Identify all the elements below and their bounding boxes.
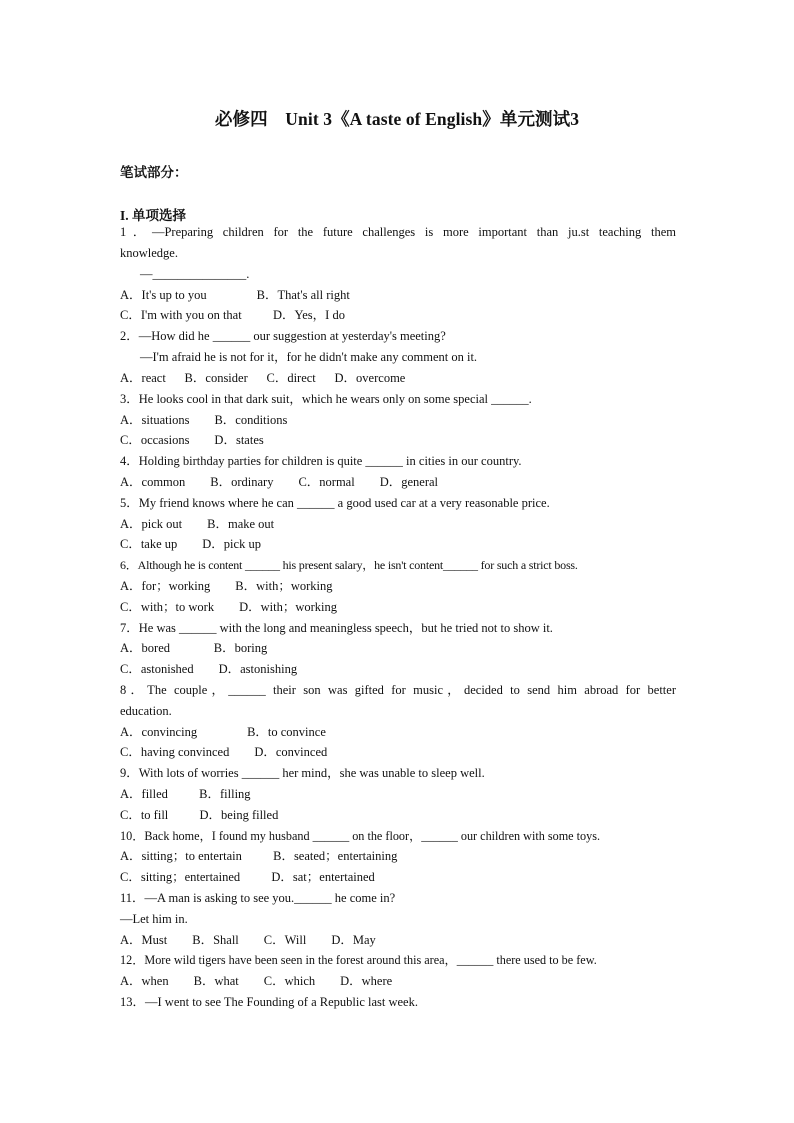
option-line: A．react B．consider C．direct D．overcome bbox=[120, 371, 406, 385]
question-line: 7．He was ______ with the long and meaningless speech，but he tried not to show it. bbox=[120, 621, 553, 635]
question-line: 1．—Preparing children for the future challenges is more important than ju.st teaching them bbox=[120, 225, 676, 239]
option-line: C．I'm with you on that D．Yes，I do bbox=[120, 308, 345, 322]
question-line: education. bbox=[120, 704, 172, 718]
option-line: A．convincing B．to convince bbox=[120, 725, 326, 739]
answer-blank-line: —_______________. bbox=[140, 267, 250, 281]
section-1-heading: I. 单项选择 bbox=[120, 208, 187, 223]
option-line: A．filled B．filling bbox=[120, 787, 251, 801]
option-line: C．astonished D．astonishing bbox=[120, 662, 298, 676]
question-line: 10．Back home，I found my husband ______ on the floor，______ our children with some toys. bbox=[120, 829, 600, 843]
question-line: knowledge. bbox=[120, 246, 178, 260]
option-line: C．having convinced D．convinced bbox=[120, 745, 328, 759]
option-line: A．It's up to you B．That's all right bbox=[120, 288, 350, 302]
question-line: 3．He looks cool in that dark suit，which he wears only on some special ______. bbox=[120, 392, 532, 406]
option-line: A．sitting；to entertain B．seated；entertaining bbox=[120, 849, 398, 863]
question-line: 5．My friend knows where he can ______ a good used car at a very reasonable price. bbox=[120, 496, 550, 510]
option-line: A．situations B．conditions bbox=[120, 413, 288, 427]
question-line: 4．Holding birthday parties for children is quite ______ in cities in our country. bbox=[120, 454, 522, 468]
option-line: A．bored B．boring bbox=[120, 641, 268, 655]
option-line: C．occasions D．states bbox=[120, 433, 264, 447]
option-line: A．Must B．Shall C．Will D．May bbox=[120, 933, 376, 947]
question-line: 8．The couple，______ their son was gifted for music，decided to send him abroad for better bbox=[120, 683, 676, 697]
section-written-heading: 笔试部分： bbox=[120, 165, 188, 180]
option-line: C．take up D．pick up bbox=[120, 537, 261, 551]
question-line: —I'm afraid he is not for it，for he didn't make any comment on it. bbox=[140, 350, 478, 364]
question-line: 12．More wild tigers have been seen in the forest around this area，______ there used to be few. bbox=[120, 953, 597, 967]
option-line: A．for；working B．with；working bbox=[120, 579, 333, 593]
question-line: 2．—How did he ______ our suggestion at yesterday's meeting? bbox=[120, 329, 446, 343]
option-line: C．to fill D．being filled bbox=[120, 808, 279, 822]
question-line: 9．With lots of worries ______ her mind，she was unable to sleep well. bbox=[120, 766, 485, 780]
option-line: A．pick out B．make out bbox=[120, 517, 275, 531]
question-line: 13．—I went to see The Founding of a Republic last week. bbox=[120, 995, 418, 1009]
option-line: A．when B．what C．which D．where bbox=[120, 974, 393, 988]
option-line: A．common B．ordinary C．normal D．general bbox=[120, 475, 439, 489]
question-line: 11．—A man is asking to see you.______ he come in? bbox=[120, 891, 396, 905]
question-line: 6．Although he is content ______ his present salary，he isn't content______ for such a strict boss. bbox=[120, 558, 578, 572]
question-line: —Let him in. bbox=[120, 912, 188, 926]
option-line: C．with；to work D．with；working bbox=[120, 600, 338, 614]
option-line: C．sitting；entertained D．sat；entertained bbox=[120, 870, 375, 884]
page-title: 必修四 Unit 3《A taste of English》单元测试3 bbox=[214, 109, 580, 129]
